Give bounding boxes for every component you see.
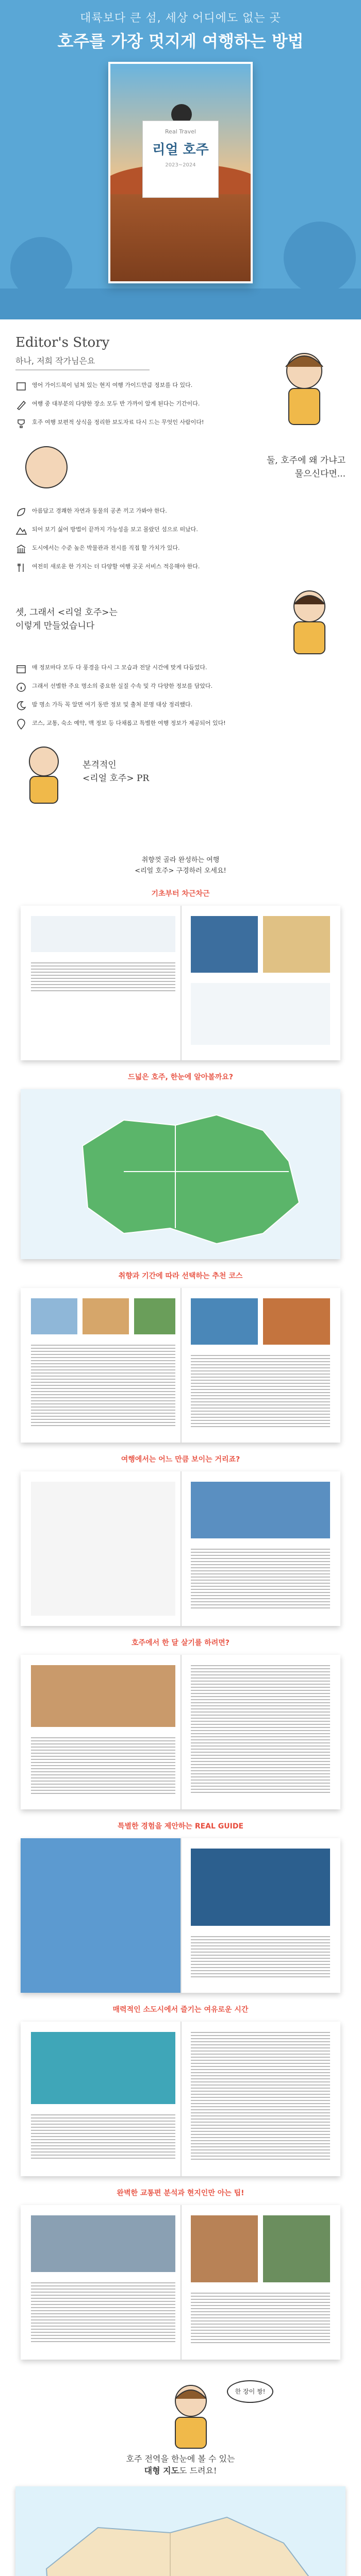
pr-intro: 취향껏 골라 완성하는 여행 <리얼 호주> 구경하러 오세요! bbox=[135, 856, 226, 875]
editor-points-2 bbox=[15, 506, 284, 573]
moon-icon bbox=[15, 700, 27, 711]
section-title: 드넓은 호주, 한눈에 알아볼까요? bbox=[128, 1073, 233, 1081]
list-item: 호주 여행 보편적 상식을 정리한 보도자료 다시 드는 무엇인 사람이다! bbox=[15, 418, 284, 429]
pr-label: 본격적인 <리얼 호주> PR bbox=[83, 759, 150, 784]
sample-spread bbox=[21, 2022, 340, 2176]
bigmap-section bbox=[0, 2370, 361, 2576]
bigmap-caption: 호주 전역을 한눈에 볼 수 있는 대형 지도도 드려요! bbox=[126, 2453, 235, 2476]
museum-icon bbox=[15, 544, 27, 555]
sample-spread bbox=[21, 1471, 340, 1626]
leaf-icon bbox=[15, 506, 27, 518]
sample-spread bbox=[21, 1838, 340, 1993]
list-item: 영어 가이드북이 넘쳐 있는 현지 여행 가이드만큼 정보를 다 있다. bbox=[15, 381, 284, 392]
big-map bbox=[15, 2486, 346, 2576]
sample-spread bbox=[21, 1655, 340, 1809]
section-title: 취향과 기간에 따라 선택하는 추천 코스 bbox=[118, 1272, 243, 1280]
mountain-icon bbox=[15, 525, 27, 536]
book-title: 리얼 호주 bbox=[152, 142, 209, 158]
list-item: 도시에서는 수준 높은 박물관과 전시를 직접 할 가치가 있다. bbox=[15, 544, 284, 555]
section-title: 특별한 경험을 제안하는 REAL GUIDE bbox=[117, 1822, 244, 1831]
info-icon bbox=[15, 682, 27, 693]
australia-big-map-icon bbox=[15, 2486, 346, 2576]
list-item: 되어 보기 싫어 방법이 끝까지 가능성을 보고 몰랐던 섬으로 떠났다. bbox=[15, 525, 284, 536]
section-title: 호주에서 한 달 살기를 하려면? bbox=[132, 1638, 229, 1647]
editor-quote-1: 둘, 호주에 왜 가냐고 물으신다면... bbox=[267, 455, 346, 479]
book-label bbox=[142, 121, 219, 198]
sample-spread-map bbox=[21, 1089, 340, 1259]
list-item: 그래서 선별한 주요 명소의 중요한 실질 수속 및 각 다양한 정보를 담았다. bbox=[15, 682, 284, 693]
sample-spread bbox=[21, 2205, 340, 2360]
editor-story-section bbox=[0, 319, 361, 835]
map-pin-icon bbox=[15, 719, 27, 730]
book-icon bbox=[15, 381, 27, 392]
list-item: 매 정보마다 모두 다 풍경을 다시 그 모습과 전달 시간에 맞게 다듬었다. bbox=[15, 663, 284, 674]
list-item: 여전히 새로운 한 가지는 더 다양할 여행 곳곳 서비스 적응해야 한다. bbox=[15, 562, 284, 573]
section-title: 여행에서는 어느 만큼 보이는 거리죠? bbox=[121, 1455, 240, 1464]
speech-bubble: 한 장이 짱! bbox=[227, 2380, 273, 2403]
editor-story-title: Editor's Story bbox=[15, 335, 110, 350]
fork-knife-icon bbox=[15, 562, 27, 573]
author-map-illustration-icon bbox=[155, 2375, 227, 2452]
book-cover bbox=[108, 62, 253, 283]
hand-illustration-icon bbox=[15, 436, 77, 498]
book-edition: 2023~2024 bbox=[165, 162, 196, 168]
editor-greeting: 하나, 저희 작가님은요 bbox=[15, 356, 95, 366]
section-title: 매력적인 소도시에서 즐기는 여유로운 시간 bbox=[112, 2005, 249, 2014]
hero-subtitle: 대륙보다 큰 섬, 세상 어디에도 없는 곳 bbox=[80, 12, 281, 25]
hero-title: 호주를 가장 멋지게 여행하는 방법 bbox=[57, 31, 304, 51]
editor-points-1 bbox=[15, 381, 284, 429]
section-title: 기초부터 차근차근 bbox=[151, 889, 210, 898]
list-item: 여행 중 대부분의 다양한 장소 모두 반 가까이 알게 된다는 기간이다. bbox=[15, 399, 284, 411]
sample-spread bbox=[21, 1288, 340, 1443]
editor-quote-2: 셋, 그래서 <리얼 호주>는 이렇게 만들었습니다 bbox=[15, 607, 118, 631]
author-illustration-2-icon bbox=[273, 581, 346, 658]
australia-map-icon bbox=[21, 1089, 340, 1259]
calendar-icon bbox=[15, 663, 27, 674]
editor-points-3 bbox=[15, 663, 284, 730]
trophy-icon bbox=[15, 418, 27, 429]
section-title: 완벽한 교통편 분석과 현지인만 아는 팁! bbox=[117, 2189, 244, 2197]
pr-section bbox=[0, 835, 361, 2370]
hero-section bbox=[0, 0, 361, 319]
list-item: 밤 명소 가득 꼭 알면 여기 동반 정보 및 출처 분명 대상 정리했다. bbox=[15, 700, 284, 711]
list-item: 아름답고 경쾌한 자연과 동물의 공존 끼고 가봐야 한다. bbox=[15, 506, 284, 518]
author-waving-icon bbox=[15, 738, 72, 805]
sample-spread bbox=[21, 906, 340, 1060]
pen-icon bbox=[15, 399, 27, 411]
author-illustration-icon bbox=[268, 340, 340, 433]
book-series: Real Travel bbox=[165, 128, 196, 135]
list-item: 코스, 교통, 숙소 예약, 맥 정보 등 다채롭고 특별한 여행 정보가 제공되어 있다! bbox=[15, 719, 284, 730]
